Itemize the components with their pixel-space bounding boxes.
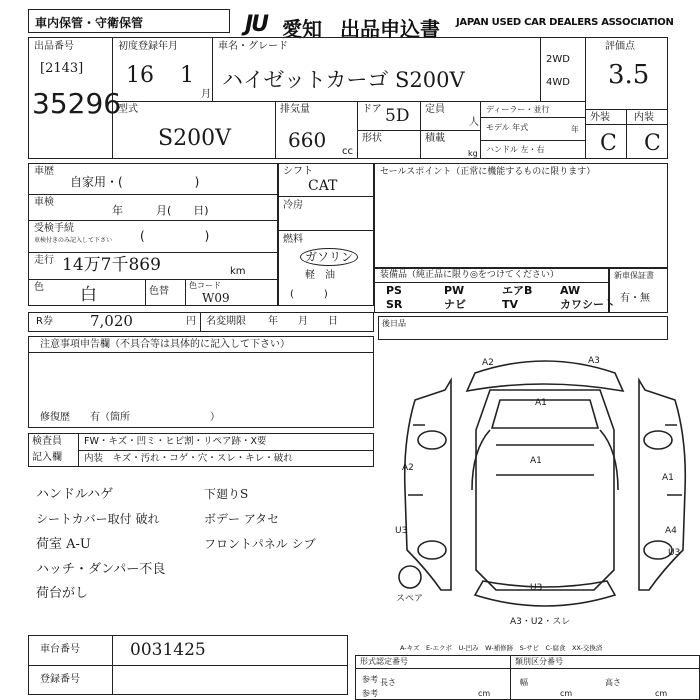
fuel-diesel: 軽 油 (305, 270, 335, 281)
mark-rear-bumper: A3・U2・スレ (510, 617, 571, 627)
equipment-item: カワシート (560, 298, 615, 311)
model-code-value: S200V (158, 126, 231, 151)
chassis-number-value: 0031425 (130, 640, 206, 660)
equipment-item: TV (502, 298, 519, 311)
fuel-other: ( ) (290, 289, 328, 300)
length-label: 長さ (380, 678, 396, 687)
registration-month: 1 (180, 63, 194, 88)
displacement-value: 660 (288, 128, 327, 152)
mark-roof-right: A3 (588, 356, 600, 366)
english-title: JAPAN USED CAR DEALERS ASSOCIATION (456, 17, 674, 28)
first-registration-label: 初度登録年月 (118, 41, 178, 52)
org-name: 愛知 (282, 17, 322, 41)
inspector-exterior-codes: FW・キズ・凹ミ・ヒビ割・リペア跡・X要 (84, 436, 267, 447)
note-front-panel: フロントパネル シブ (204, 537, 316, 551)
equipment-item: SR (386, 298, 403, 311)
name-change-value: 年 月 日 (268, 316, 338, 327)
damage-legend: A-キズ E-エクボ U-凹み W-補修跡 S-サビ C-腐食 XX-交換済 (400, 644, 603, 652)
lot-number-label: 出品番号 (34, 41, 74, 52)
registration-year: 16 (126, 63, 154, 88)
note-handle: ハンドルハゲ (36, 487, 114, 502)
displacement-unit: cc (342, 146, 353, 157)
mark-roof-left: A2 (482, 358, 494, 368)
dealer-label: ディーラー・並行 (486, 105, 550, 114)
post-items-block (378, 316, 668, 340)
air-conditioner-label: 冷房 (283, 200, 303, 211)
warranty-value: 有・無 (620, 293, 650, 304)
fuel-label: 燃料 (283, 234, 303, 245)
inspection-label: 車検 (34, 197, 54, 208)
mark-left-rear: U3 (395, 526, 408, 536)
capacity-unit: 人 (469, 117, 479, 128)
score-value: 3.5 (608, 60, 650, 90)
equipment-item: PW (444, 284, 465, 297)
equipment-item: エアB (502, 284, 533, 297)
color-code-value: W09 (202, 291, 230, 305)
color-change-label: 色替 (149, 286, 169, 297)
inspection-value: 年 月( 日) (112, 204, 209, 217)
height-unit: cm (655, 689, 668, 698)
width-label: 幅 (520, 678, 528, 687)
door-value: 5D (385, 106, 410, 126)
exterior-label: 外装 (590, 112, 610, 123)
lot-bracket: [2143] (40, 61, 84, 76)
sales-point-block (374, 163, 668, 268)
mileage-value: 14万7千869 (62, 255, 161, 275)
ref-label-1: 参考 (362, 675, 378, 684)
note-hatch: ハッチ・ダンパー不良 (36, 562, 166, 577)
notes-header: 注意事項申告欄（不具合等は具体的に記入して下さい） (40, 339, 290, 350)
equipment-label: 装備品（純正品に限り◎をつけてください） (380, 270, 559, 280)
shift-label: シフト (283, 166, 313, 177)
year-unit: 年 (571, 125, 579, 134)
mileage-unit: km (230, 266, 246, 277)
repair-history: 修復歴 有（箇所 ） (40, 412, 220, 423)
warranty-label: 新車保証書 (614, 271, 654, 280)
model-grade-label: 車名・グレード (218, 41, 288, 52)
month-unit: 月 (201, 89, 211, 100)
inspector-label: 検査員 (32, 436, 62, 447)
equipment-item: AW (560, 284, 581, 297)
load-unit: kg (468, 149, 478, 158)
storage-label: 車内保管・守衛保管 (28, 9, 230, 33)
history-value: 自家用・( ) (70, 175, 200, 189)
exterior-grade: C (600, 131, 617, 156)
mark-rear: U3 (530, 583, 543, 593)
height-label: 高さ (605, 678, 621, 687)
inspector-entry-label: 記入欄 (32, 452, 62, 463)
load-label: 積載 (425, 133, 445, 144)
capacity-label: 定員 (425, 104, 445, 115)
name-change-label: 名変期限 (206, 316, 246, 327)
ref-label-2: 参考 (362, 689, 378, 698)
certification-number-label: 形式認定番号 (360, 657, 408, 666)
drive-2wd: 2WD (546, 54, 570, 65)
color-label: 色 (34, 282, 44, 293)
handle-label: ハンドル 左・右 (486, 145, 545, 154)
classification-number-label: 類別区分番号 (515, 657, 563, 666)
color-code-label: 色コード (189, 281, 221, 290)
mark-right-wheel: U3 (668, 548, 681, 558)
transfer-value: ( ) (140, 229, 210, 243)
mark-right-rear: A4 (665, 526, 677, 536)
note-body: ボデー アタセ (204, 512, 279, 526)
displacement-label: 排気量 (280, 104, 310, 115)
score-label: 評価点 (605, 41, 635, 52)
tax-label: R券 (36, 316, 53, 327)
fuel-value: ガソリン (300, 248, 358, 266)
mark-left-side: A2 (402, 463, 414, 473)
equipment-item: ナビ (444, 298, 466, 311)
car-damage-diagram (390, 345, 700, 630)
equipment-item: PS (386, 284, 402, 297)
color-value: 白 (80, 285, 97, 305)
note-underbody: 下廻りS (204, 487, 249, 501)
mark-windshield: A1 (535, 398, 547, 408)
note-bed: 荷台がし (36, 586, 89, 601)
door-label: ドア (362, 104, 382, 115)
model-grade-value: ハイゼットカーゴ S200V (222, 68, 465, 92)
shift-value: CAT (308, 178, 338, 194)
model-code-label: 型式 (118, 104, 138, 115)
note-seat-cover: シートカバー取付 破れ (36, 512, 160, 526)
transfer-label: 受検手続 (34, 223, 74, 234)
note-cargo: 荷室 A-U (36, 537, 91, 552)
tax-unit: 円 (186, 316, 196, 327)
transfer-note: 車検付きのみ記入して下さい (34, 237, 113, 244)
sales-point-label: セールスポイント（正常に機能するものに限ります） (380, 167, 596, 177)
interior-label: 内装 (634, 112, 654, 123)
interior-grade: C (644, 131, 661, 156)
chassis-number-label: 車台番号 (40, 644, 80, 655)
body-shape-label: 形状 (362, 133, 382, 144)
mark-right-side: A1 (662, 473, 674, 483)
spare-label: スペア (396, 594, 424, 604)
drive-4wd: 4WD (546, 77, 570, 88)
post-items-label: 後日品 (382, 319, 406, 328)
registration-number-label: 登録番号 (40, 674, 80, 685)
ju-logo: JU (245, 12, 268, 37)
model-year-label: モデル 年式 (486, 123, 529, 132)
lot-number: 35296 (32, 87, 122, 120)
length-unit: cm (478, 689, 491, 698)
mark-hood: A1 (530, 456, 542, 466)
tax-value: 7,020 (90, 312, 133, 330)
mileage-label: 走行 (34, 255, 54, 266)
inspector-interior-codes: 内装 キズ・汚れ・コゲ・穴・スレ・キレ・破れ (84, 453, 293, 464)
history-label: 車歴 (34, 166, 54, 177)
form-title: 出品申込書 (340, 17, 440, 41)
width-unit: cm (560, 689, 573, 698)
